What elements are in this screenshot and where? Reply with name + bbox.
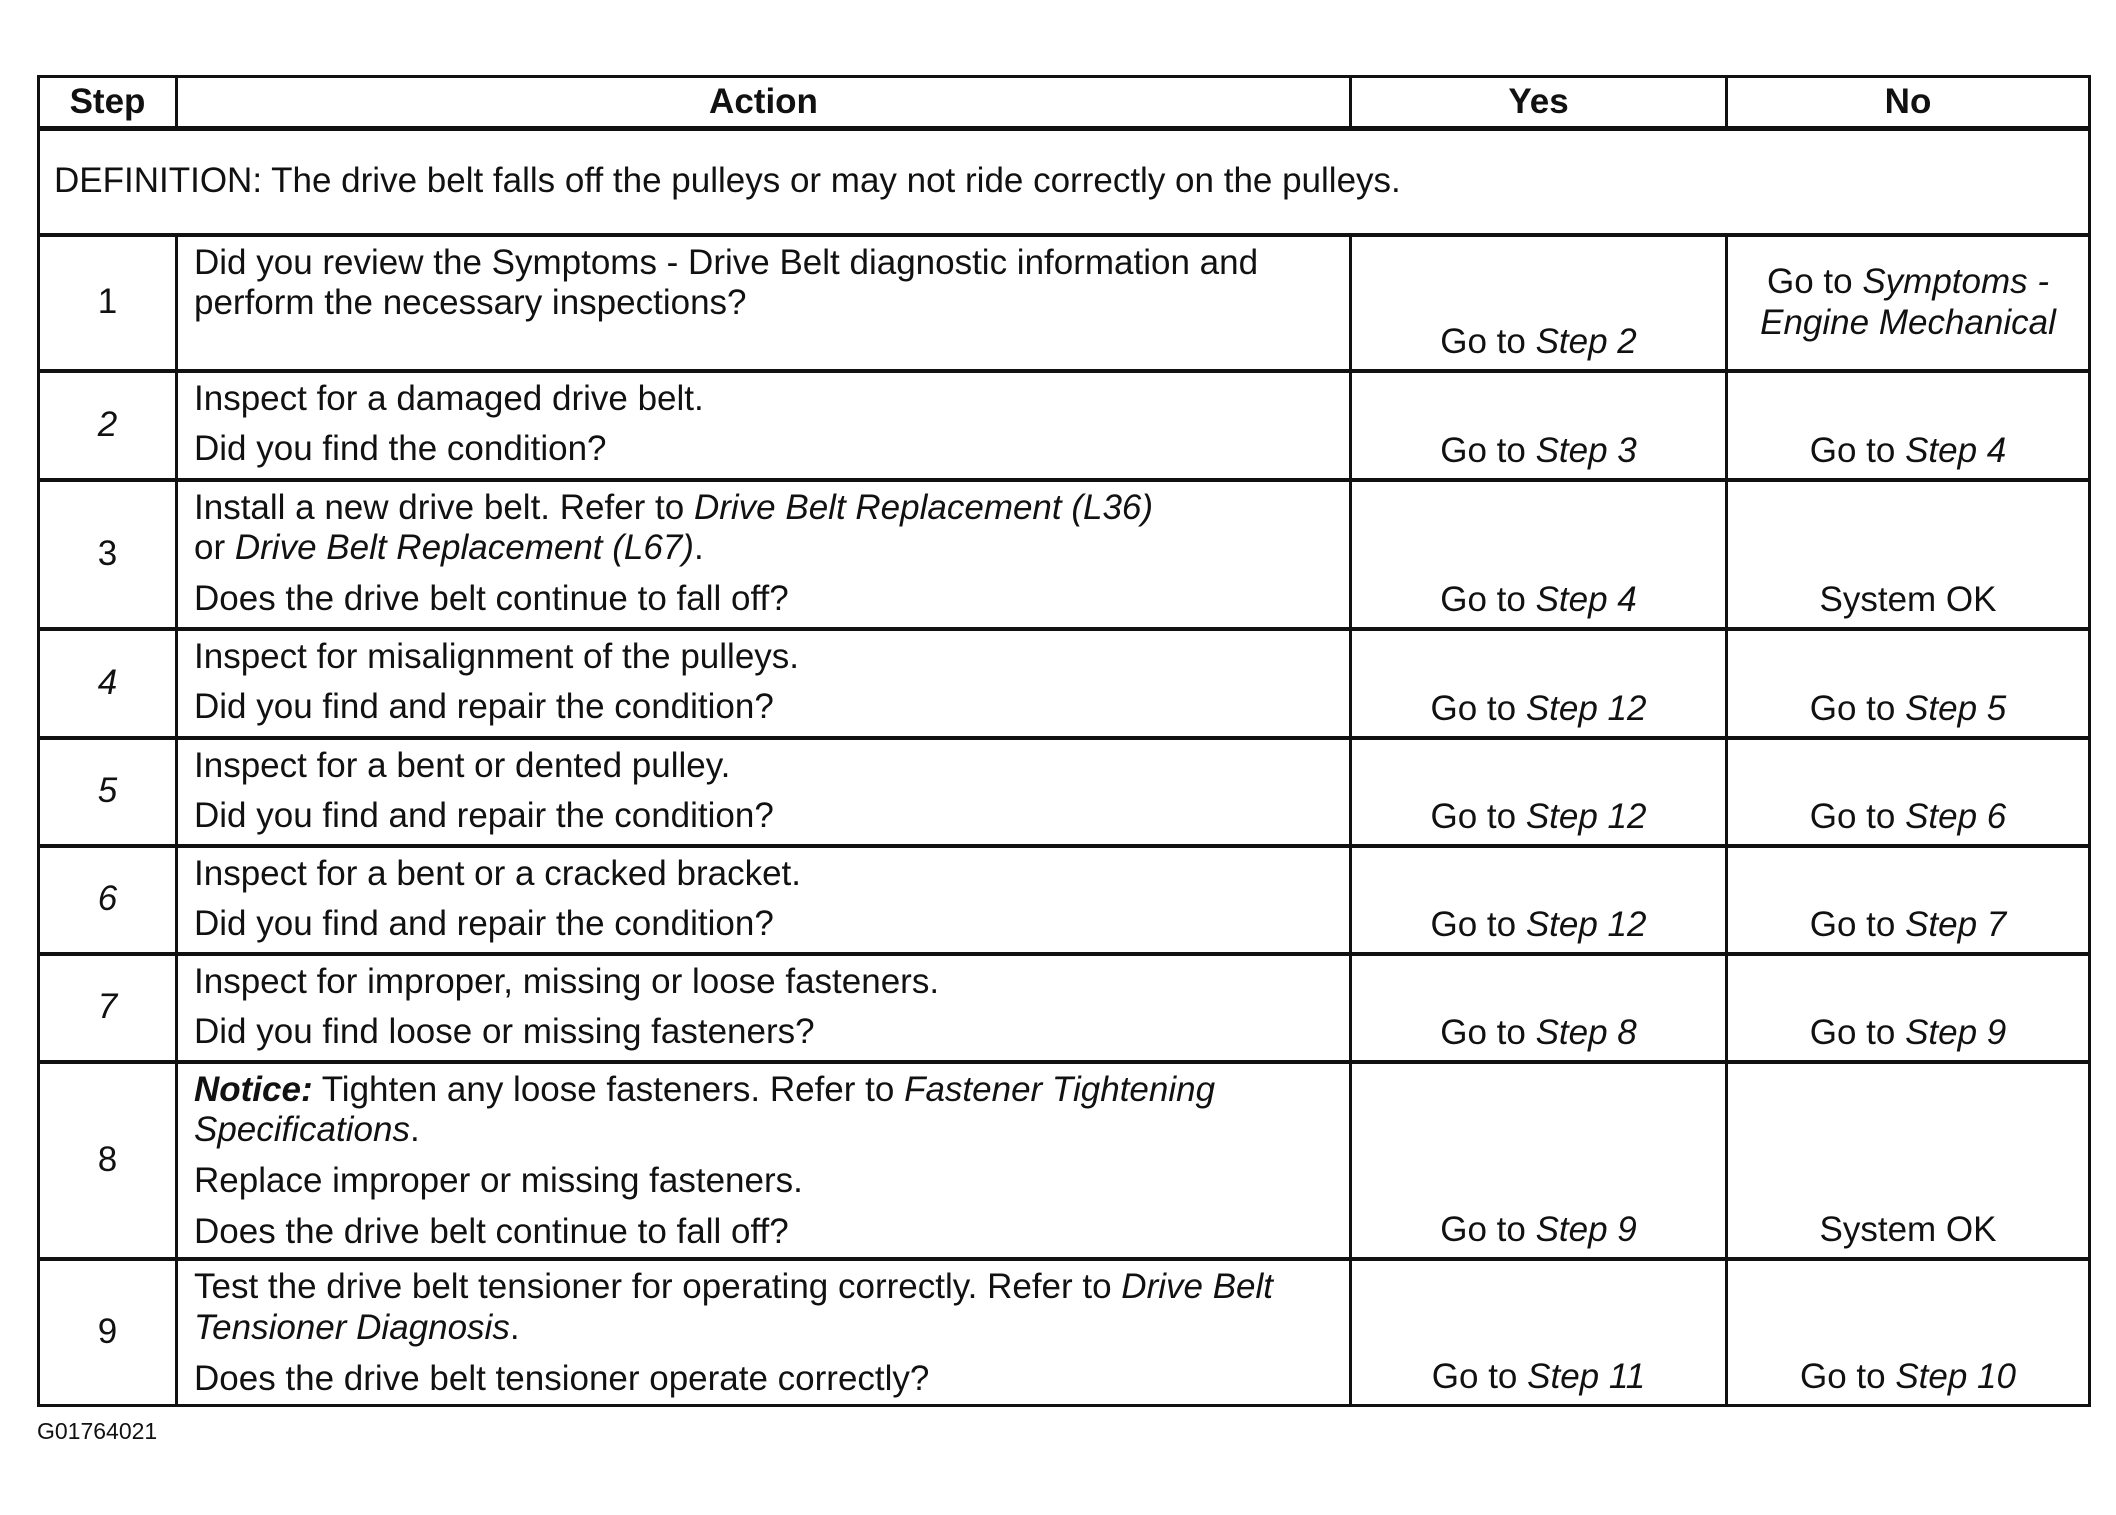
no-symptoms-link[interactable]: Symptoms - Engine Mechanical bbox=[1760, 261, 2056, 342]
yes-step-link[interactable]: Step 4 bbox=[1535, 579, 1637, 619]
yes-step-link[interactable]: Step 2 bbox=[1535, 321, 1637, 361]
reference-link[interactable]: Fastener Tightening Specifications bbox=[194, 1069, 1216, 1150]
step-number: 2 bbox=[39, 371, 177, 480]
table-row bbox=[39, 954, 2090, 1062]
yes-step-link[interactable]: Step 12 bbox=[1525, 796, 1647, 836]
action-text: Test the drive belt tensioner for operating correctly. Refer to bbox=[194, 1267, 1122, 1307]
action-line: Inspect for misalignment of the pulleys. bbox=[194, 636, 800, 676]
no-step-link[interactable]: Step 9 bbox=[1905, 1012, 2007, 1052]
table-row bbox=[39, 629, 2090, 738]
header-step: Step bbox=[39, 77, 177, 129]
action-text: Tighten any loose fasteners. Refer to bbox=[312, 1069, 905, 1109]
action-question: Does the drive belt continue to fall off? bbox=[194, 1212, 789, 1252]
reference-link[interactable]: Drive Belt Tensioner Diagnosis bbox=[194, 1267, 1274, 1348]
no-prefix: Go to bbox=[1766, 261, 1863, 301]
step-number: 8 bbox=[39, 1062, 177, 1260]
action-question: Did you find and repair the condition? bbox=[194, 687, 774, 727]
step-number: 9 bbox=[39, 1259, 177, 1405]
no-step-link[interactable]: Step 4 bbox=[1905, 430, 2007, 470]
no-prefix: Go to bbox=[1809, 1012, 1906, 1052]
no-prefix: Go to bbox=[1809, 796, 1906, 836]
action-text: or bbox=[194, 528, 235, 568]
action-cell bbox=[177, 846, 1351, 954]
action-question: Did you find and repair the condition? bbox=[194, 796, 774, 836]
header-row bbox=[39, 77, 2090, 129]
table-row bbox=[39, 1062, 2090, 1260]
yes-prefix: Go to bbox=[1431, 1357, 1528, 1397]
action-cell bbox=[177, 480, 1351, 629]
figure-id: G01764021 bbox=[37, 1418, 158, 1444]
no-cell: System OK bbox=[1727, 1062, 2090, 1260]
table-row bbox=[39, 846, 2090, 954]
action-line bbox=[194, 1267, 1337, 1349]
no-step-link[interactable]: Step 7 bbox=[1905, 904, 2007, 944]
no-step-link[interactable]: Step 10 bbox=[1895, 1357, 2016, 1397]
yes-cell bbox=[1351, 235, 1727, 371]
yes-cell bbox=[1351, 1062, 1727, 1260]
no-step-link[interactable]: Step 5 bbox=[1905, 688, 2007, 728]
action-cell bbox=[177, 738, 1351, 846]
yes-step-link[interactable]: Step 11 bbox=[1527, 1357, 1646, 1397]
header-action: Action bbox=[177, 77, 1351, 129]
definition-text: DEFINITION: The drive belt falls off the pulleys or may not ride correctly on the pulleys. bbox=[39, 129, 2090, 235]
no-cell bbox=[1727, 1259, 2090, 1405]
yes-step-link[interactable]: Step 12 bbox=[1525, 688, 1647, 728]
no-prefix: Go to bbox=[1809, 430, 1906, 470]
action-cell bbox=[177, 1062, 1351, 1260]
action-line: Did you review the Symptoms - Drive Belt diagnostic information and perform the necessary inspections? bbox=[194, 242, 1259, 323]
yes-prefix: Go to bbox=[1440, 430, 1536, 470]
yes-prefix: Go to bbox=[1430, 904, 1526, 944]
yes-cell bbox=[1351, 1259, 1727, 1405]
table-row bbox=[39, 235, 2090, 371]
yes-prefix: Go to bbox=[1440, 1210, 1536, 1250]
action-cell bbox=[177, 629, 1351, 738]
step-number: 5 bbox=[39, 738, 177, 846]
reference-link[interactable]: Drive Belt Replacement (L36) bbox=[693, 487, 1154, 527]
action-cell bbox=[177, 235, 1351, 371]
no-cell bbox=[1727, 846, 2090, 954]
yes-cell bbox=[1351, 480, 1727, 629]
yes-prefix: Go to bbox=[1440, 1012, 1536, 1052]
table-row bbox=[39, 480, 2090, 629]
yes-cell bbox=[1351, 629, 1727, 738]
diagnostic-table bbox=[37, 75, 2091, 1407]
no-step-link[interactable]: Step 6 bbox=[1905, 796, 2007, 836]
action-question: Does the drive belt continue to fall off? bbox=[194, 579, 789, 619]
action-question: Did you find loose or missing fasteners? bbox=[194, 1012, 815, 1052]
action-line: Replace improper or missing fasteners. bbox=[194, 1161, 803, 1201]
action-cell bbox=[177, 954, 1351, 1062]
action-text: . bbox=[693, 528, 704, 568]
step-number: 6 bbox=[39, 846, 177, 954]
action-text: . bbox=[509, 1308, 520, 1348]
no-cell bbox=[1727, 371, 2090, 480]
header-no: No bbox=[1727, 77, 2090, 129]
yes-prefix: Go to bbox=[1430, 796, 1526, 836]
table-row bbox=[39, 1259, 2090, 1405]
yes-cell bbox=[1351, 846, 1727, 954]
notice-label: Notice: bbox=[194, 1069, 313, 1109]
yes-step-link[interactable]: Step 3 bbox=[1535, 430, 1637, 470]
yes-cell bbox=[1351, 954, 1727, 1062]
step-number: 4 bbox=[39, 629, 177, 738]
step-number: 7 bbox=[39, 954, 177, 1062]
action-line: Inspect for improper, missing or loose fasteners. bbox=[194, 961, 940, 1001]
table-row bbox=[39, 738, 2090, 846]
no-prefix: Go to bbox=[1809, 688, 1906, 728]
no-cell bbox=[1727, 235, 2090, 371]
action-line: Inspect for a bent or a cracked bracket. bbox=[194, 853, 801, 893]
yes-prefix: Go to bbox=[1440, 579, 1536, 619]
action-text: Install a new drive belt. Refer to bbox=[194, 487, 694, 527]
yes-cell bbox=[1351, 371, 1727, 480]
yes-step-link[interactable]: Step 8 bbox=[1535, 1012, 1637, 1052]
action-cell bbox=[177, 1259, 1351, 1405]
action-line: Inspect for a bent or dented pulley. bbox=[194, 745, 731, 785]
action-question: Did you find the condition? bbox=[194, 429, 607, 469]
no-cell: System OK bbox=[1727, 480, 2090, 629]
table-row bbox=[39, 371, 2090, 480]
reference-link[interactable]: Drive Belt Replacement (L67) bbox=[234, 528, 694, 568]
yes-prefix: Go to bbox=[1440, 321, 1536, 361]
step-number: 1 bbox=[39, 235, 177, 371]
step-number: 3 bbox=[39, 480, 177, 629]
action-line bbox=[194, 488, 1337, 570]
no-cell bbox=[1727, 629, 2090, 738]
action-cell bbox=[177, 371, 1351, 480]
yes-step-link[interactable]: Step 9 bbox=[1535, 1210, 1637, 1250]
definition-row bbox=[39, 129, 2090, 235]
no-cell bbox=[1727, 738, 2090, 846]
action-line: Inspect for a damaged drive belt. bbox=[194, 378, 704, 418]
no-prefix: Go to bbox=[1809, 904, 1906, 944]
action-text: . bbox=[409, 1110, 420, 1150]
action-line bbox=[194, 1070, 1337, 1152]
yes-step-link[interactable]: Step 12 bbox=[1525, 904, 1647, 944]
yes-cell bbox=[1351, 738, 1727, 846]
action-question: Does the drive belt tensioner operate correctly? bbox=[194, 1359, 930, 1399]
no-cell bbox=[1727, 954, 2090, 1062]
no-prefix: Go to bbox=[1800, 1357, 1896, 1397]
yes-prefix: Go to bbox=[1430, 688, 1526, 728]
action-question: Did you find and repair the condition? bbox=[194, 904, 774, 944]
header-yes: Yes bbox=[1351, 77, 1727, 129]
